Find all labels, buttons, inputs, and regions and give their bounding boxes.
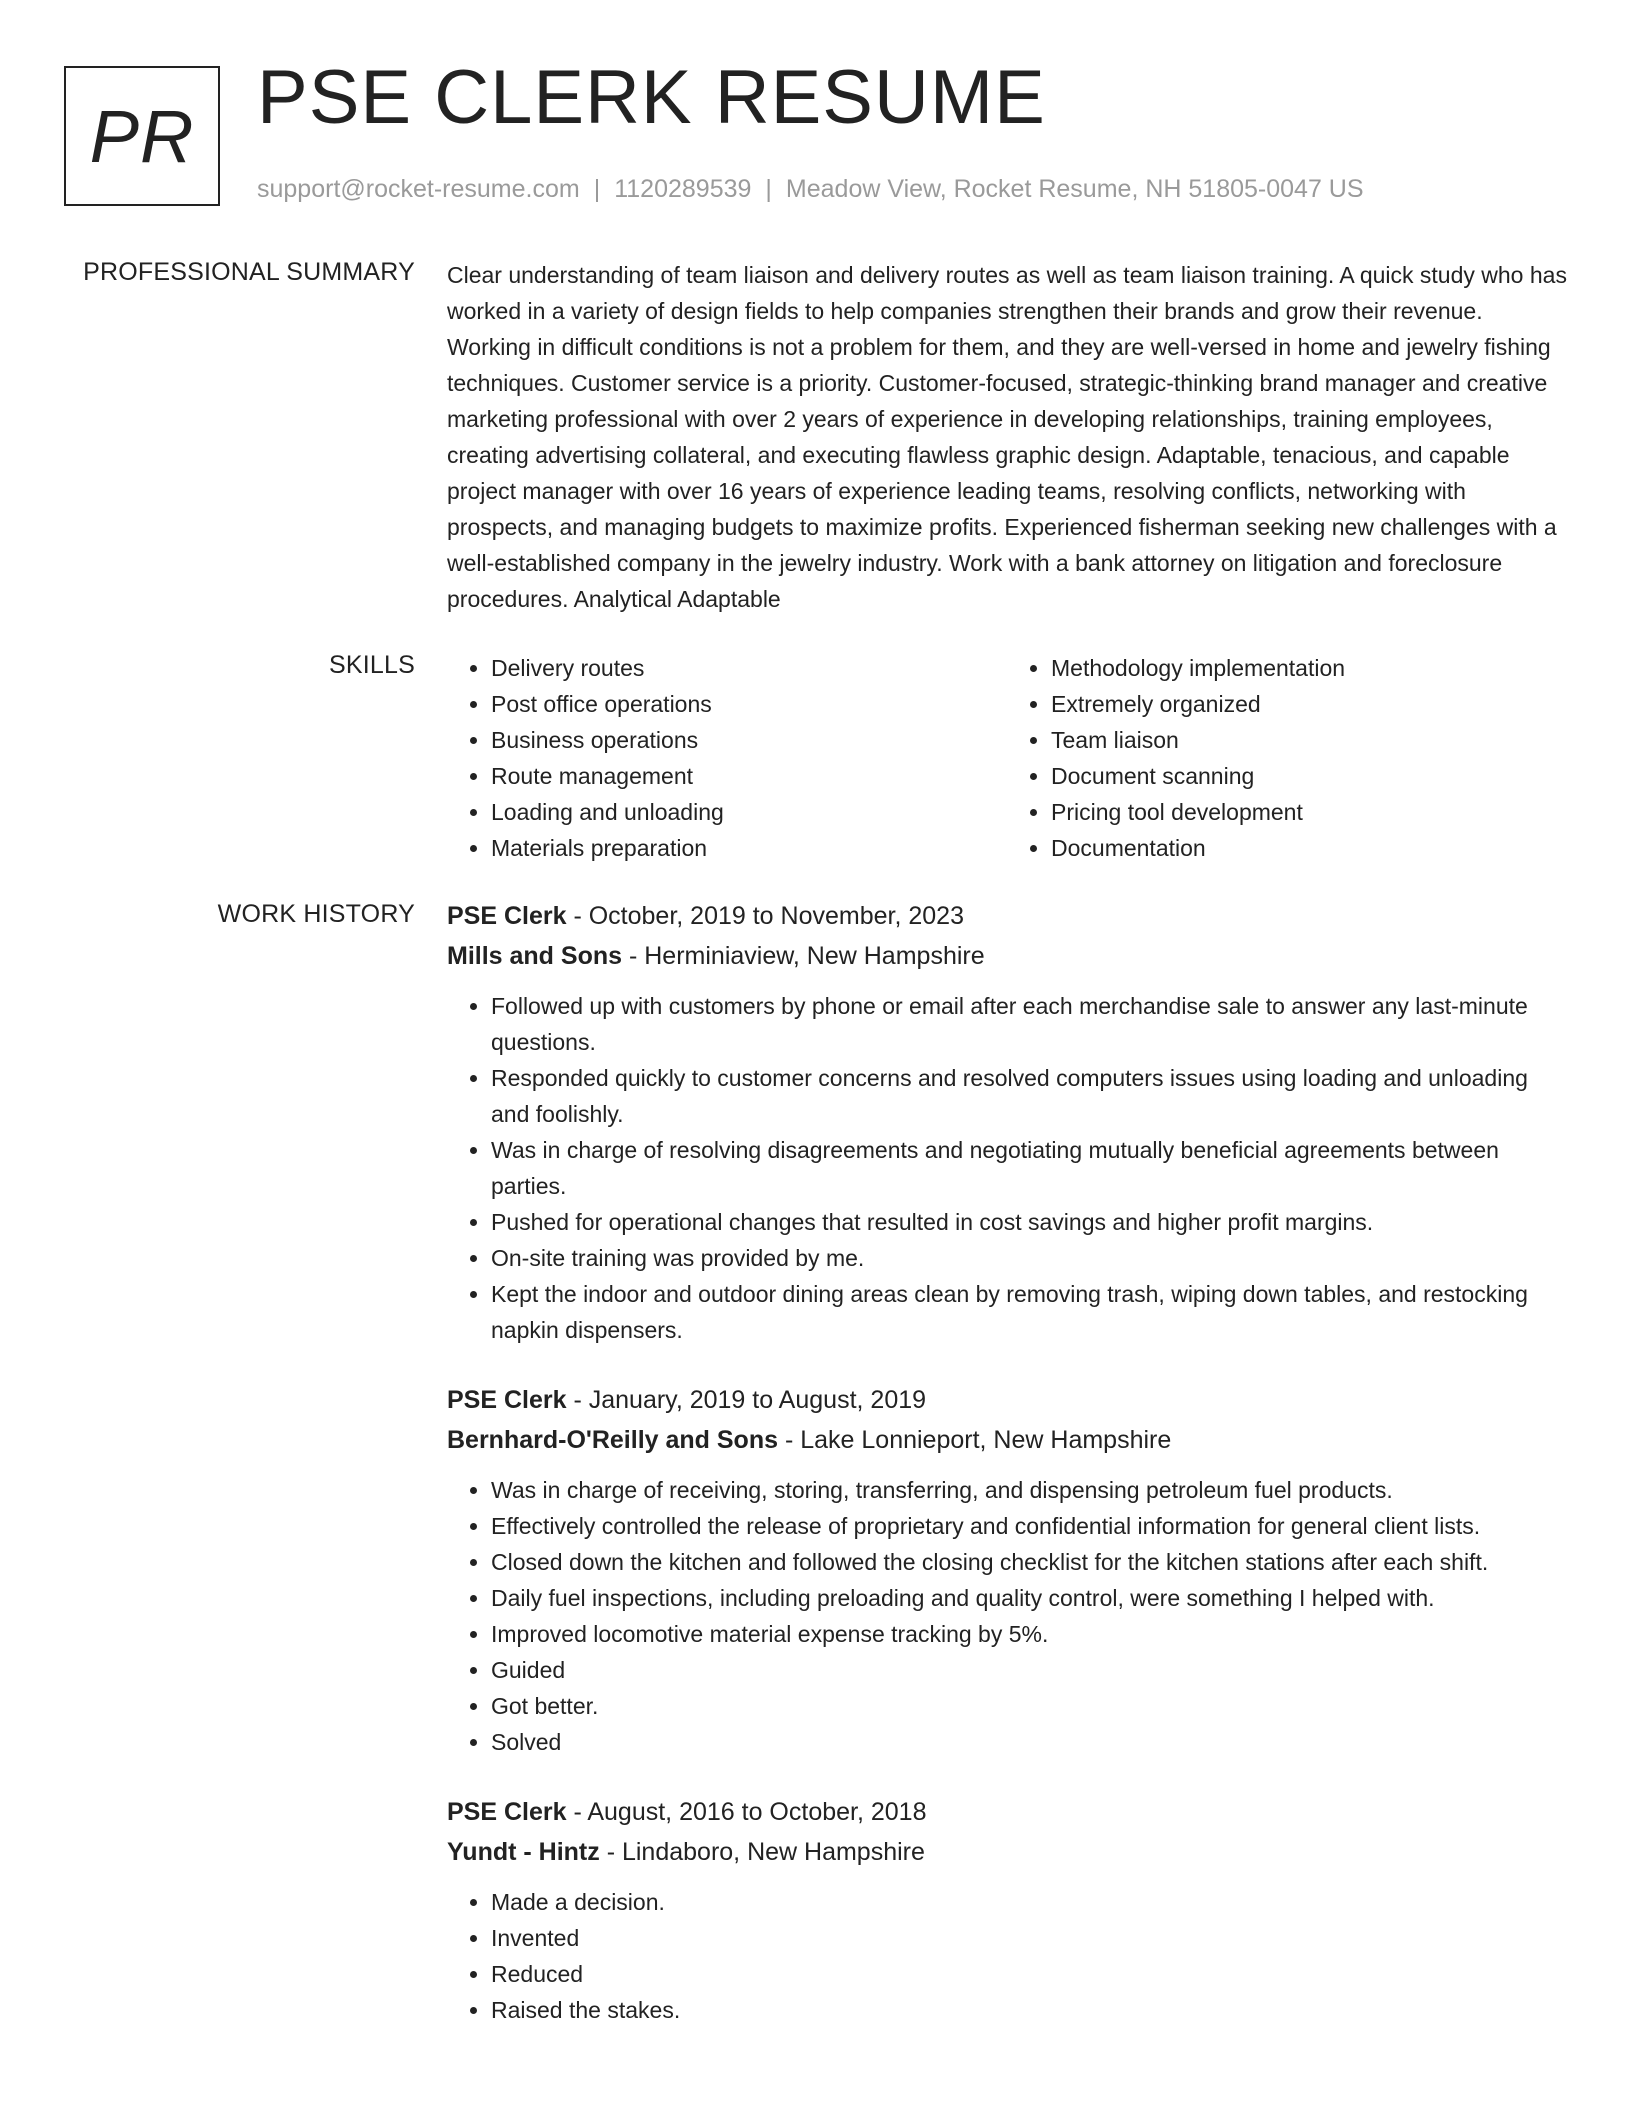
job-bullet: • Daily fuel inspections, including preloading and quality control, were something I helped with. [491,1580,1567,1616]
job-title: PSE Clerk [447,1798,567,1826]
job-bullet: • On-site training was provided by me. [491,1240,1567,1276]
skill-item: • Team liaison [1051,722,1567,758]
skill-item: • Route management [491,758,1007,794]
job-bullet: • Was in charge of resolving disagreements and negotiating mutually beneficial agreements between parties. [491,1132,1567,1204]
job-title-line [447,1792,1567,1832]
work-history-label: WORK HISTORY [217,900,415,928]
job-bullet: • Raised the stakes. [491,1992,1567,2028]
contact-separator: | [765,175,772,203]
skill-item: • Extremely organized [1051,686,1567,722]
skill-item: • Business operations [491,722,1007,758]
job-bullet: • Invented [491,1920,1567,1956]
job-bullet: • Got better. [491,1688,1567,1724]
summary-label: PROFESSIONAL SUMMARY [83,258,415,286]
skill-item: • Post office operations [491,686,1007,722]
skills-label: SKILLS [329,651,415,679]
job-entry [447,1792,1567,2028]
contact-phone[interactable]: 1120289539 [614,175,752,203]
job-company-line [447,1832,1567,1872]
skills-list-right [1007,650,1567,866]
skill-item: • Methodology implementation [1051,650,1567,686]
job-bullets [447,1472,1567,1760]
job-title-line [447,896,1567,936]
job-bullet: • Improved locomotive material expense tracking by 5%. [491,1616,1567,1652]
job-bullet: • Effectively controlled the release of proprietary and confidential information for general client lists. [491,1508,1567,1544]
job-entry [447,1380,1567,1760]
job-bullet: • Closed down the kitchen and followed the closing checklist for the kitchen stations after each shift. [491,1544,1567,1580]
skill-item: • Documentation [1051,830,1567,866]
job-title-line [447,1380,1567,1420]
skill-item: • Loading and unloading [491,794,1007,830]
skill-item: • Delivery routes [491,650,1007,686]
job-dates: - August, 2016 to October, 2018 [566,1798,927,1826]
summary-body [447,257,1567,617]
summary-text: Clear understanding of team liaison and delivery routes as well as team liaison training. A quick study who has worked in a variety of design fields to help companies strengthen their brands and grow their revenue. Working in difficult conditions is not a problem for them, and they are well-versed in home and jewelry fishing techniques. Customer service is a priority. Customer-focused, strategic-thinking brand manager and creative marketing professional with over 2 years of experience in developing relationships, training employees, creating advertising collateral, and executing flawless graphic design. Adaptable, tenacious, and capable project manager with over 16 years of experience leading teams, resolving conflicts, networking with prospects, and managing budgets to maximize profits. Experienced fisherman seeking new challenges with a well-established company in the jewelry industry. Work with a bank attorney on litigation and foreclosure procedures. Analytical Adaptable [447,262,1567,612]
job-company-line [447,936,1567,976]
skills-grid [447,650,1567,866]
skill-item: • Document scanning [1051,758,1567,794]
job-bullet: • Pushed for operational changes that resulted in cost savings and higher profit margins. [491,1204,1567,1240]
job-title: PSE Clerk [447,1386,567,1414]
job-bullet: • Followed up with customers by phone or email after each merchandise sale to answer any last-minute questions. [491,988,1567,1060]
job-location: - Lake Lonnieport, New Hampshire [778,1426,1172,1454]
monogram-logo: PR [64,66,220,206]
job-dates: - October, 2019 to November, 2023 [566,902,964,930]
job-bullet: • Solved [491,1724,1567,1760]
job-bullet: • Kept the indoor and outdoor dining areas clean by removing trash, wiping down tables, and restocking napkin dispensers. [491,1276,1567,1348]
job-location: - Lindaboro, New Hampshire [599,1838,925,1866]
resume-title: PSE CLERK RESUME [257,55,1046,140]
skill-item: • Materials preparation [491,830,1007,866]
job-bullets [447,1884,1567,2028]
contact-separator: | [593,175,601,203]
job-company: Mills and Sons [447,942,623,970]
job-company: Bernhard-O'Reilly and Sons [447,1426,779,1454]
contact-email[interactable]: support@rocket-resume.com [257,175,580,203]
contact-address: Meadow View, Rocket Resume, NH 51805-0047 US [785,175,1364,203]
job-bullet: • Guided [491,1652,1567,1688]
skills-body [447,650,1567,866]
job-entry [447,896,1567,1348]
job-company-line [447,1420,1567,1460]
job-location: - Herminiaview, New Hampshire [622,942,985,970]
job-title: PSE Clerk [447,902,567,930]
job-bullet: • Was in charge of receiving, storing, transferring, and dispensing petroleum fuel products. [491,1472,1567,1508]
skills-list-left [447,650,1007,866]
work-history-body [447,896,1567,2060]
job-bullet: • Reduced [491,1956,1567,1992]
job-company: Yundt - Hintz [447,1838,600,1866]
job-bullet: • Responded quickly to customer concerns and resolved computers issues using loading and unloading and foolishly. [491,1060,1567,1132]
skill-item: • Pricing tool development [1051,794,1567,830]
job-bullets [447,988,1567,1348]
job-dates: - January, 2019 to August, 2019 [566,1386,927,1414]
contact-line [257,175,1364,204]
job-bullet: • Made a decision. [491,1884,1567,1920]
